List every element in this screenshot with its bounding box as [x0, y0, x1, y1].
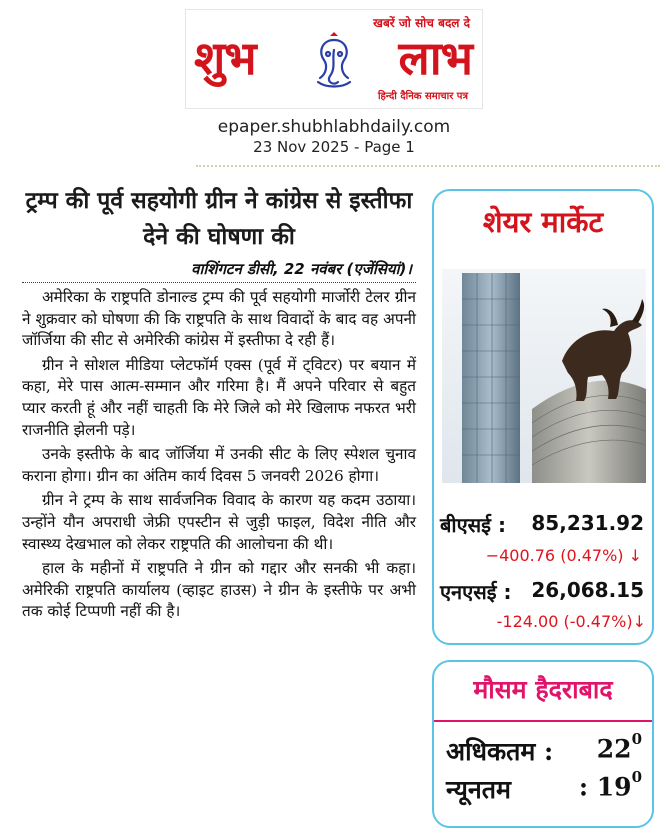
degree-mark: 0 [631, 768, 642, 786]
article-paragraph: हाल के महीनों में राष्ट्रपति ने ग्रीन को गद्दार और सनकी भी कहा। अमेरिकी राष्ट्रपति कार्यालय (व्हाइट हाउस) ने ग्रीन के इस्तीफे पर अभी तक कोई टिप्पणी नहीं की है। [22, 559, 416, 621]
weather-title: मौसम हैदराबाद [473, 675, 613, 704]
weather-divider [434, 720, 652, 722]
brand-word-left: शुभ [194, 31, 256, 85]
epaper-date-page: 23 Nov 2025 - Page 1 [253, 138, 415, 156]
bse-change: −400.76 (0.47%) ↓ [485, 546, 642, 565]
max-temp-number: 22 [596, 734, 632, 764]
news-article [22, 183, 416, 833]
max-temp-label: अधिकतम : [446, 737, 554, 766]
article-body [22, 287, 416, 623]
article-headline: ट्रम्प की पूर्व सहयोगी ग्रीन ने कांग्रेस से इस्तीफा देने की घोषणा की [25, 188, 413, 250]
article-paragraph: ग्रीन ने सोशल मीडिया प्लेटफॉर्म एक्स (पूर्व में ट्विटर) पर बयान में कहा, मेरे पास आत्म-सम्मान और गरिमा है। मैं अपने परिवार से बहुत प्यार करती हूं और नहीं चाहती कि मेरे जिले को मेरे खिलाफ नफरत भरी राजनीति झेलनी पड़े। [22, 355, 416, 439]
nse-value: 26,068.15 [531, 578, 644, 602]
max-temp-value [596, 730, 642, 764]
masthead-logo [185, 9, 483, 109]
nse-label: एनएसई : [440, 580, 512, 604]
article-paragraph: अमेरिका के राष्ट्रपति डोनाल्ड ट्रम्प की पूर्व सहयोगी मार्जोरी टेलर ग्रीन ने शुक्रवार को घोषणा की कि राष्ट्रपति के साथ विवादों के बाद वह अपनी जॉर्जिया की सीट से अमेरिकी कांग्रेस में इस्तीफा दे रही हैं। [22, 288, 416, 350]
masthead-tagline: खबरें जो सोच बदल दे [373, 16, 470, 30]
min-temp-value [578, 768, 642, 802]
degree-mark: 0 [631, 730, 642, 748]
masthead-subtag: हिन्दी दैनिक समाचार पत्र [377, 91, 468, 102]
header-divider [196, 165, 660, 167]
bse-value: 85,231.92 [531, 511, 644, 535]
min-temp-label: न्यूनतम [446, 775, 511, 804]
stock-building-bull-image [442, 269, 646, 483]
ganesh-logo-icon [304, 32, 364, 92]
article-paragraph: उनके इस्तीफे के बाद जॉर्जिया में उनकी सीट के लिए स्पेशल चुनाव कराना होगा। ग्रीन का अंतिम कार्य दिवस 5 जनवरी 2026 होगा। [22, 445, 416, 485]
min-temp-separator: : [578, 772, 589, 802]
bse-label: बीएसई : [440, 513, 506, 537]
nse-change: -124.00 (-0.47%)↓ [496, 612, 646, 631]
weather-box [432, 660, 654, 828]
brand-word-right: लाभ [398, 31, 472, 85]
min-temp-number: 19 [596, 772, 632, 802]
stock-market-title: शेयर मार्केट [482, 205, 604, 239]
article-paragraph: ग्रीन ने ट्रम्प के साथ सार्वजनिक विवाद के कारण यह कदम उठाया। उन्होंने यौन अपराधी जेफ्री एपस्टीन से जुड़ी फाइल, विदेश नीति और स्वास्थ्य देखभाल को लेकर राष्ट्रपति की आलोचना की थी। [22, 491, 416, 553]
epaper-url: epaper.shubhlabhdaily.com [217, 117, 451, 137]
stock-market-box [432, 189, 654, 645]
article-dateline: वाशिंगटन डीसी, 22 नवंबर (एजेंसियां)। [22, 259, 416, 283]
